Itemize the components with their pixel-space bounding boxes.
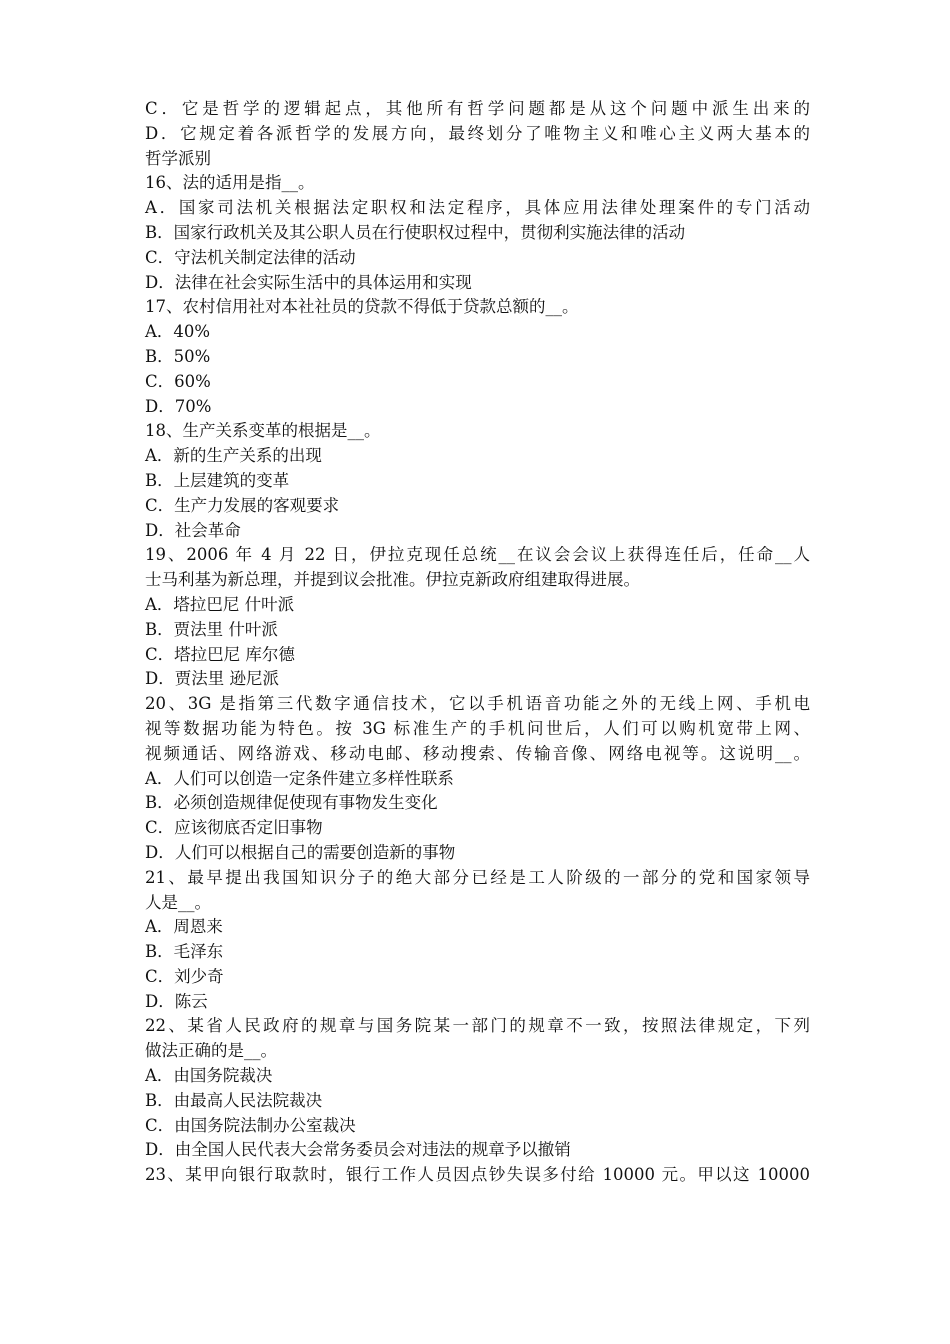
text-line: D．它规定着各派哲学的发展方向，最终划分了唯物主义和唯心主义两大基本的 — [145, 123, 810, 143]
option-d: D．贾法里 逊尼派 — [145, 669, 279, 689]
question-18: 18、生产关系变革的根据是__。 — [145, 421, 381, 441]
option-d: D．70% — [145, 396, 212, 416]
option-d: D．人们可以根据自己的需要创造新的事物 — [145, 842, 456, 862]
question-23: 23、某甲向银行取款时，银行工作人员因点钞失误多付给 10000 元。甲以这 10000 — [145, 1165, 810, 1185]
text-line: C．它是哲学的逻辑起点，其他所有哲学问题都是从这个问题中派生出来的 — [145, 99, 810, 118]
option-c: C．守法机关制定法律的活动 — [145, 247, 356, 267]
option-a: A．40% — [145, 322, 211, 342]
question-21-cont: 人是__。 — [145, 892, 211, 912]
question-19: 19、2006 年 4 月 22 日，伊拉克现任总统__在议会会议上获得连任后，任命__人 — [145, 545, 810, 565]
option-c: C．由国务院法制办公室裁决 — [145, 1115, 356, 1135]
option-b: B．上层建筑的变革 — [145, 470, 290, 490]
option-b: B．由最高人民法院裁决 — [145, 1090, 323, 1110]
question-16: 16、法的适用是指__。 — [145, 173, 315, 193]
option-d: D．法律在社会实际生活中的具体运用和实现 — [145, 272, 472, 292]
option-d: D．由全国人民代表大会常务委员会对违法的规章予以撤销 — [145, 1140, 571, 1160]
option-c: C．刘少奇 — [145, 966, 224, 986]
question-19-cont: 士马利基为新总理，并提到议会批准。伊拉克新政府组建取得进展。 — [145, 570, 640, 590]
text-line: 哲学派别 — [145, 148, 211, 168]
option-b: B．50% — [145, 346, 211, 366]
document-page — [145, 97, 810, 1188]
option-a: A．国家司法机关根据法定职权和法定程序，具体应用法律处理案件的专门活动 — [145, 198, 810, 218]
option-b: B．毛泽东 — [145, 942, 224, 962]
question-17: 17、农村信用社对本社社员的贷款不得低于贷款总额的__。 — [145, 297, 579, 317]
option-d: D．社会革命 — [145, 520, 241, 540]
option-b: B．必须创造规律促使现有事物发生变化 — [145, 793, 438, 813]
question-20-cont: 视频通话、网络游戏、移动电邮、移动搜索、传输音像、网络电视等。这说明__。 — [145, 743, 810, 763]
option-c: C．60% — [145, 371, 211, 391]
option-a: A．由国务院裁决 — [145, 1066, 273, 1086]
question-20: 20、3G 是指第三代数字通信技术，它以手机语音功能之外的无线上网、手机电 — [145, 694, 810, 714]
option-b: B．国家行政机关及其公职人员在行使职权过程中，贯彻利实施法律的活动 — [145, 222, 686, 242]
option-a: A．人们可以创造一定条件建立多样性联系 — [145, 768, 454, 788]
option-d: D．陈云 — [145, 991, 208, 1011]
question-22: 22、某省人民政府的规章与国务院某一部门的规章不一致，按照法律规定，下列 — [145, 1016, 810, 1036]
option-a: A．周恩来 — [145, 917, 223, 937]
question-21: 21、最早提出我国知识分子的绝大部分已经是工人阶级的一部分的党和国家领导 — [145, 867, 810, 887]
option-a: A．新的生产关系的出现 — [145, 446, 322, 466]
option-c: C．应该彻底否定旧事物 — [145, 818, 323, 838]
option-b: B．贾法里 什叶派 — [145, 619, 278, 639]
question-22-cont: 做法正确的是__。 — [145, 1041, 277, 1061]
option-c: C．塔拉巴尼 库尔德 — [145, 644, 295, 664]
option-a: A．塔拉巴尼 什叶派 — [145, 594, 295, 614]
question-20-cont: 视等数据功能为特色。按 3G 标准生产的手机问世后，人们可以购机宽带上网、 — [145, 718, 810, 738]
option-c: C．生产力发展的客观要求 — [145, 495, 340, 515]
